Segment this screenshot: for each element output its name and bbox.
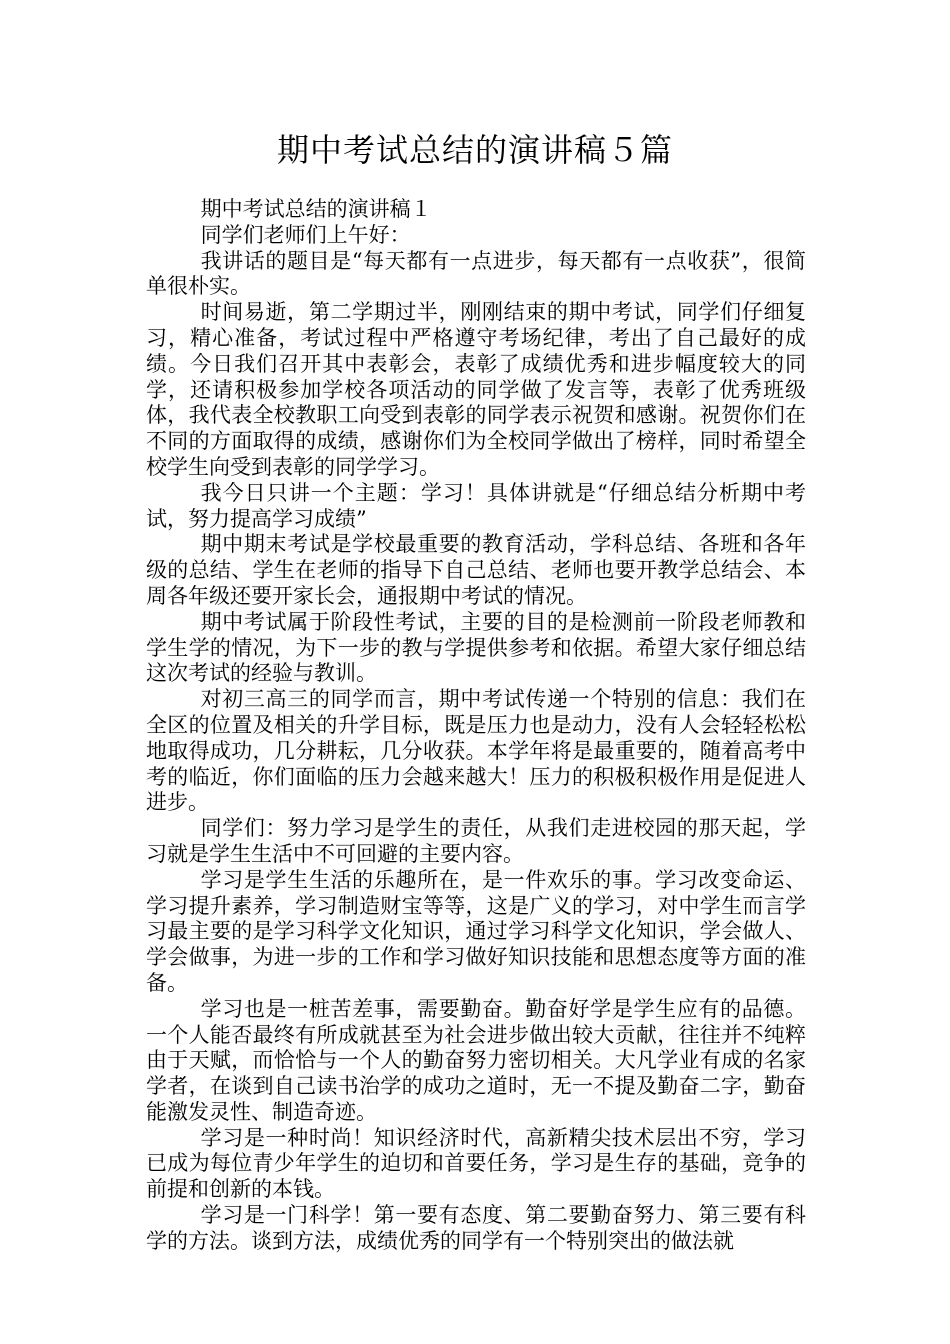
- document-body: [146, 197, 806, 1255]
- body-paragraph: 我讲话的题目是“每天都有一点进步，每天都有一点收获”，很简单很朴实。: [146, 248, 806, 299]
- greeting-paragraph: 同学们老师们上午好：: [200, 222, 411, 247]
- body-paragraph: 学习是一门科学！第一要有态度、第二要勤奋努力、第三要有科学的方法。谈到方法，成绩优秀的同学有一个特别突出的做法就: [146, 1203, 806, 1253]
- body-paragraph: 同学们：努力学习是学生的责任，从我们走进校园的那天起，学习就是学生生活中不可回避的主要内容。: [146, 816, 806, 866]
- body-paragraph: 学习也是一桩苦差事，需要勤奋。勤奋好学是学生应有的品德。一个人能否最终有所成就甚至为社会进步做出较大贡献，往往并不纯粹由于天赋，而恰恰与一个人的勤奋努力密切相关。大凡学业有成的名家学者，在谈到自己读书治学的成功之道时，无一不提及勤奋二字，勤奋能激发灵性、制造奇迹。: [146, 996, 806, 1124]
- document-title: 期中考试总结的演讲稿５篇: [276, 131, 673, 169]
- body-paragraph: 时间易逝，第二学期过半，刚刚结束的期中考试，同学们仔细复习，精心准备，考试过程中严格遵守考场纪律，考出了自己最好的成绩。今日我们召开其中表彰会，表彰了成绩优秀和进步幅度较大的同学，还请积极参加学校各项活动的同学做了发言等，表彰了优秀班级体，我代表全校教职工向受到表彰的同学表示祝贺和感谢。祝贺你们在不同的方面取得的成绩，感谢你们为全校同学做出了榜样，同时希望全校学生向受到表彰的同学学习。: [146, 300, 806, 479]
- body-paragraph: 对初三高三的同学而言，期中考试传递一个特别的信息：我们在全区的位置及相关的升学目标，既是压力也是动力，没有人会轻轻松松地取得成功，几分耕耘，几分收获。本学年将是最重要的，随着高考中考的临近，你们面临的压力会越来越大！压力的积极积极作用是促进人进步。: [146, 687, 806, 815]
- body-paragraph: 我今日只讲一个主题：学习！具体讲就是“仔细总结分析期中考试，努力提高学习成绩”: [146, 480, 806, 531]
- body-paragraph: 学习是一种时尚！知识经济时代，高新精尖技术层出不穷，学习已成为每位青少年学生的迫切和首要任务，学习是生存的基础，竞争的前提和创新的本钱。: [146, 1125, 806, 1202]
- body-paragraph: 期中期末考试是学校最重要的教育活动，学科总结、各班和各年级的总结、学生在老师的指导下自己总结、老师也要开教学总结会、本周各年级还要开家长会，通报期中考试的情况。: [146, 532, 806, 608]
- section-heading: 期中考试总结的演讲稿１: [200, 197, 432, 221]
- body-paragraph: 期中考试属于阶段性考试，主要的目的是检测前一阶段老师教和学生学的情况，为下一步的教与学提供参考和依据。希望大家仔细总结这次考试的经验与教训。: [146, 609, 806, 686]
- body-paragraph: 学习是学生生活的乐趣所在，是一件欢乐的事。学习改变命运、学习提升素养，学习制造财宝等等，这是广义的学习，对中学生而言学习最主要的是学习科学文化知识，通过学习科学文化知识，学会做人、学会做事，为进一步的工作和学习做好知识技能和思想态度等方面的准备。: [146, 867, 806, 995]
